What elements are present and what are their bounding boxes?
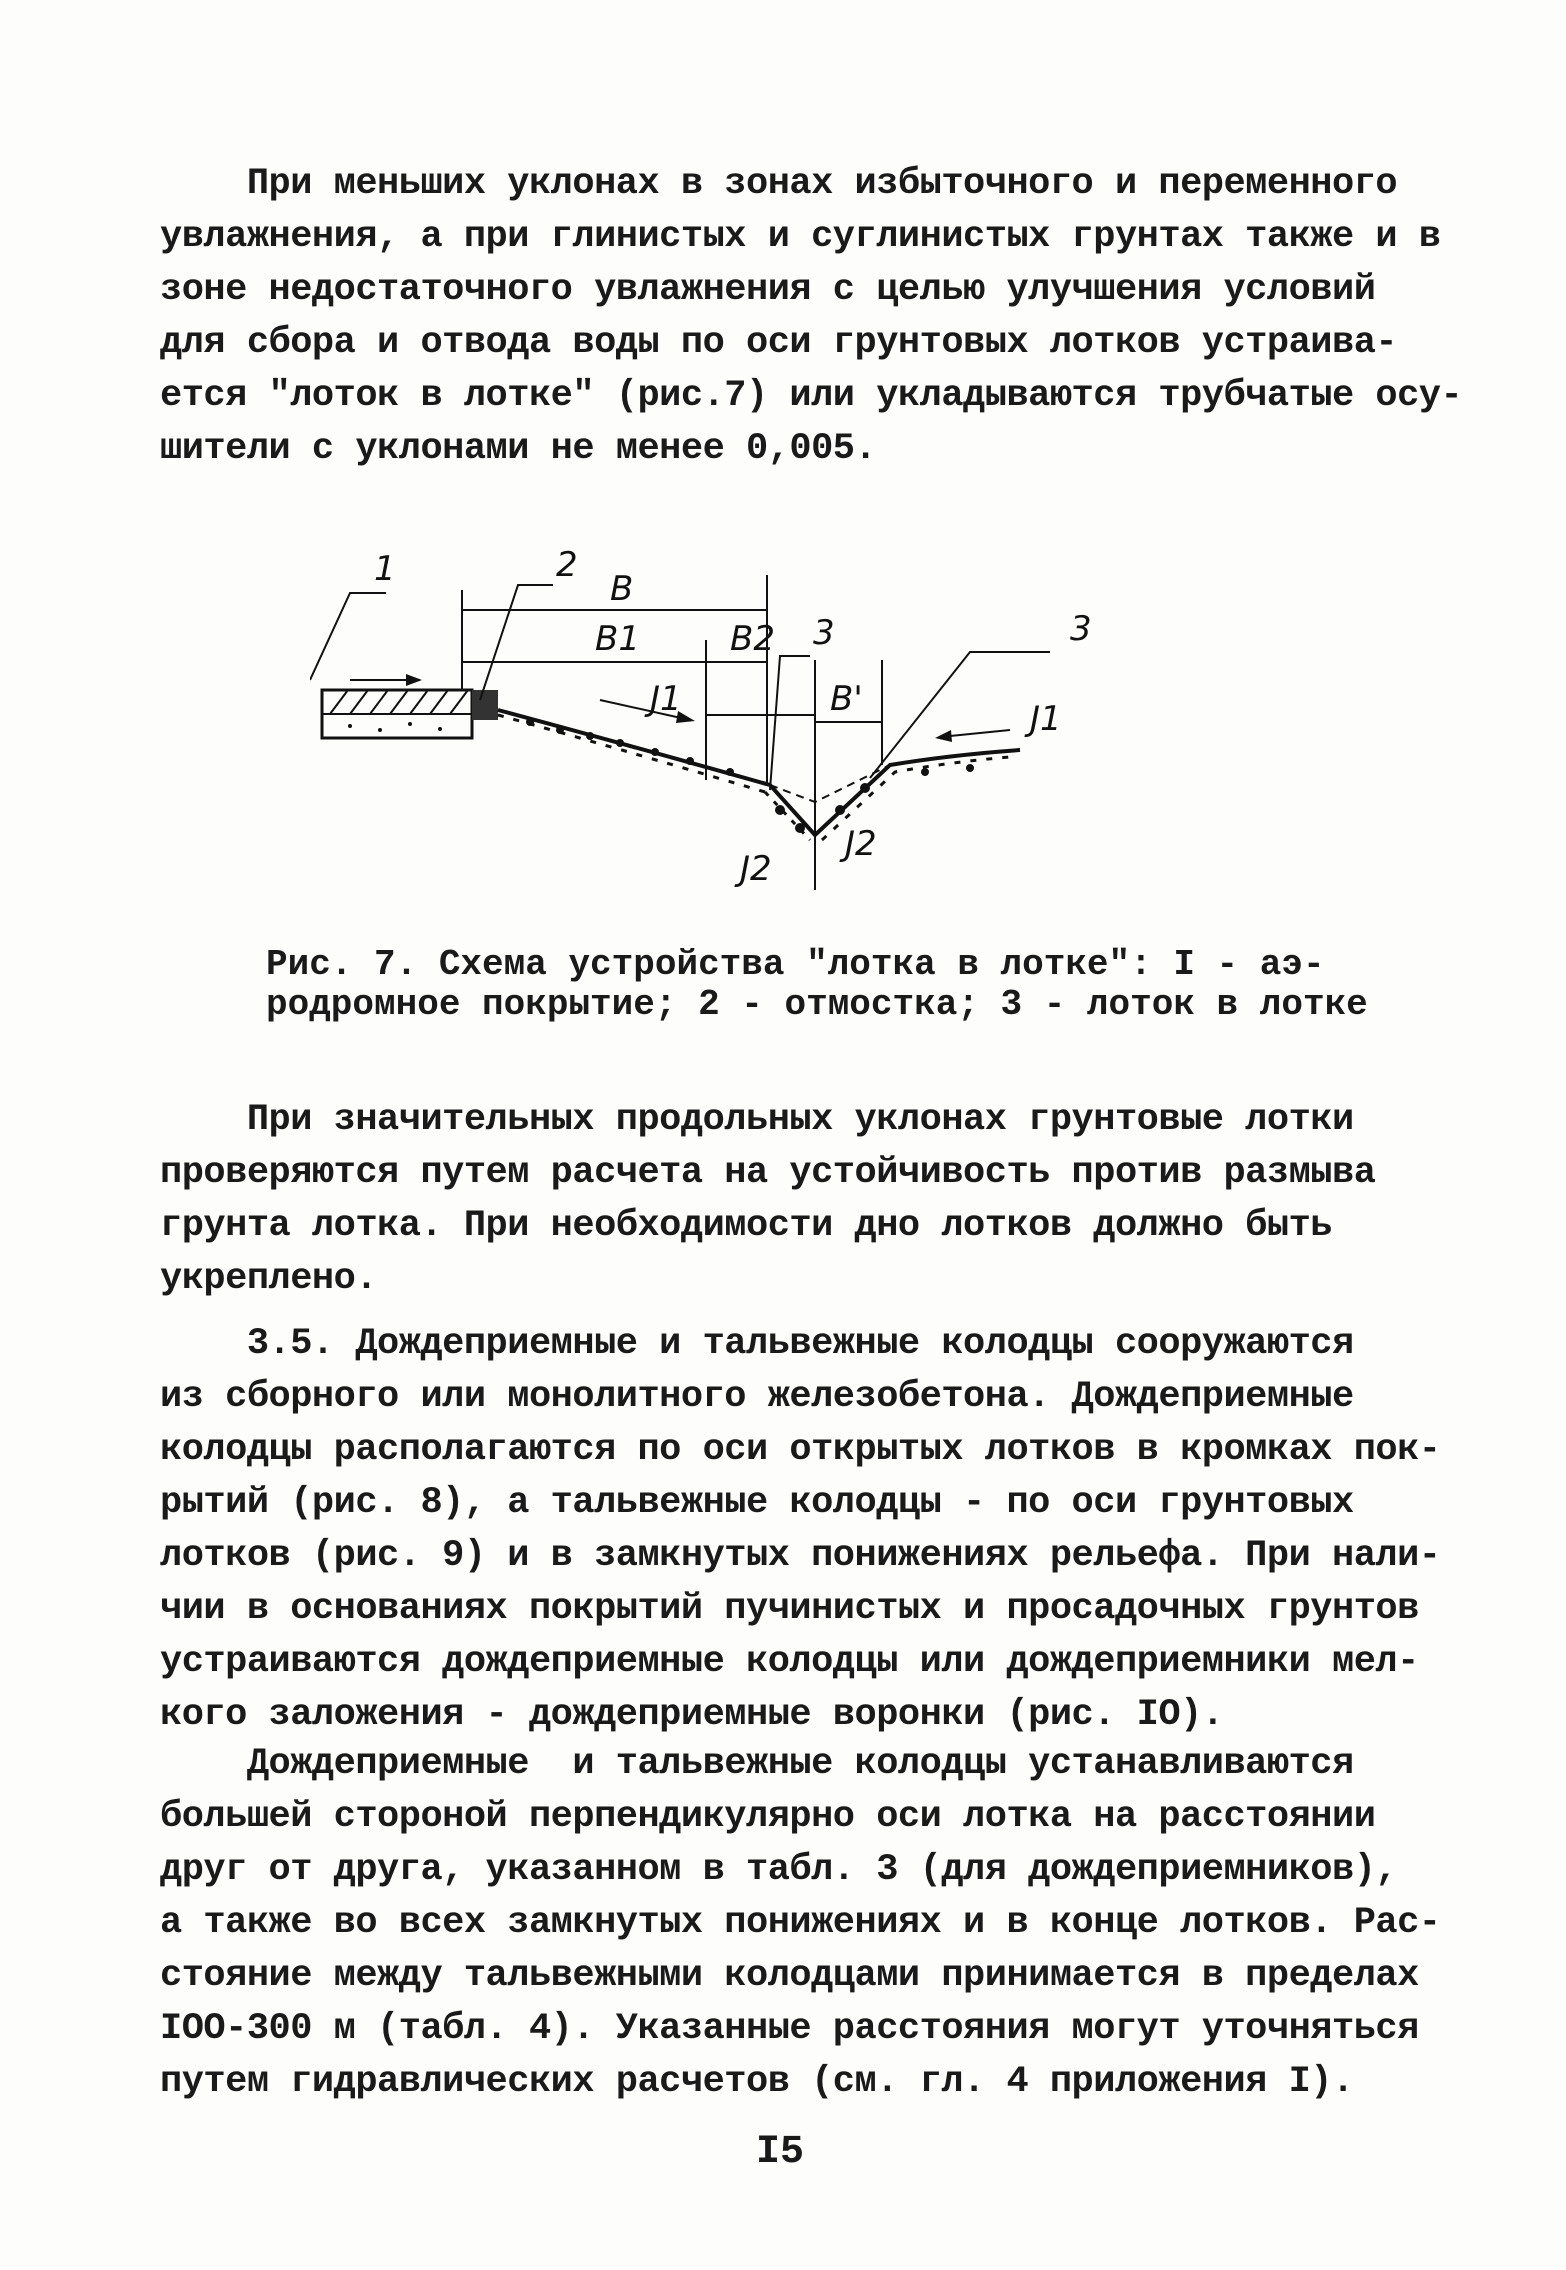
text-line: укреплено. (160, 1258, 378, 1300)
slope-label-J1-right: J1 (1030, 699, 1062, 739)
apron-strip (472, 690, 498, 720)
text-line: проверяются путем расчета на устойчивость против размыва (160, 1152, 1376, 1194)
text-line: рытий (рис. 8), а тальвежные колодцы - по оси грунтовых (160, 1482, 1354, 1524)
text-line: устраиваются дождеприемные колодцы или дождеприемники мел- (160, 1641, 1419, 1683)
paragraph-1 (160, 158, 1463, 476)
text-line: для сбора и отвода воды по оси грунтовых лотков устраива- (160, 322, 1398, 364)
text-line: IOO-300 м (табл. 4). Указанные расстояния могут уточняться (160, 2008, 1419, 2050)
text-line: При значительных продольных уклонах грунтовые лотки (160, 1099, 1354, 1141)
text-line: из сборного или монолитного железобетона. Дождеприемные (160, 1376, 1354, 1418)
text-line: ется "лоток в лотке" (рис.7) или укладываются трубчатые осу- (160, 375, 1463, 417)
paragraph-3-section-3-5 (160, 1318, 1441, 1742)
text-line: зоне недостаточного увлажнения с целью улучшения условий (160, 269, 1376, 311)
callout-2-label: 2 (556, 545, 578, 585)
callout-3a-label: 3 (813, 613, 835, 653)
text-line: большей стороной перпендикулярно оси лотка на расстоянии (160, 1796, 1376, 1838)
dim-label-B2: B2 (730, 619, 775, 659)
slope-label-J1-left: J1 (650, 679, 682, 719)
text-line: путем гидравлических расчетов (см. гл. 4 приложения I). (160, 2061, 1354, 2103)
slope-label-J2-right: J2 (845, 824, 877, 864)
callout-3b-label: 3 (1070, 609, 1092, 649)
figure-7-diagram (310, 510, 1130, 910)
ground-profile (498, 710, 1020, 835)
dim-label-B1: B1 (595, 619, 640, 659)
text-line: 3.5. Дождеприемные и тальвежные колодцы сооружаются (160, 1323, 1354, 1365)
slope-label-J2-left: J2 (740, 849, 772, 889)
text-line: лотков (рис. 9) и в замкнутых понижениях рельефа. При нали- (160, 1535, 1441, 1577)
text-line: а также во всех замкнутых понижениях и в конце лотков. Рас- (160, 1902, 1441, 1944)
figure-caption (266, 945, 1366, 1025)
soil-hatching (498, 715, 765, 792)
caption-line: родромное покрытие; 2 - отмостка; 3 - лоток в лотке (266, 984, 1368, 1025)
text-line: колодцы располагаются по оси открытых лотков в кромках пок- (160, 1429, 1441, 1471)
text-line: шители с уклонами не менее 0,005. (160, 428, 877, 470)
callout-1-leader (310, 593, 386, 680)
text-line: При меньших уклонах в зонах избыточного и переменного (160, 163, 1398, 205)
text-line: чии в основаниях покрытий пучинистых и просадочных грунтов (160, 1588, 1419, 1630)
text-line: Дождеприемные и тальвежные колодцы устанавливаются (160, 1743, 1354, 1785)
callout-1-label: 1 (374, 549, 396, 589)
text-line: друг от друга, указанном в табл. 3 (для дождеприемников), (160, 1849, 1398, 1891)
caption-line: Рис. 7. Схема устройства "лотка в лотке": I - аэ- (266, 944, 1325, 985)
airfield-pavement (322, 690, 472, 738)
text-line: увлажнения, а при глинистых и суглинистых грунтах также и в (160, 216, 1441, 258)
page-number: I5 (755, 2130, 804, 2175)
text-line: грунта лотка. При необходимости дно лотков должно быть (160, 1205, 1332, 1247)
dim-label-B: B (610, 569, 634, 609)
text-line: кого заложения - дождеприемные воронки (рис. IO). (160, 1694, 1224, 1736)
paragraph-4 (160, 1738, 1441, 2109)
text-line: стояние между тальвежными колодцами принимается в пределах (160, 1955, 1419, 1997)
callout-2-leader (480, 585, 553, 700)
callout-3b-leader (870, 652, 1050, 778)
callout-3a-leader (770, 656, 810, 790)
paragraph-2 (160, 1094, 1410, 1306)
dim-label-Bprime: B' (830, 679, 863, 719)
